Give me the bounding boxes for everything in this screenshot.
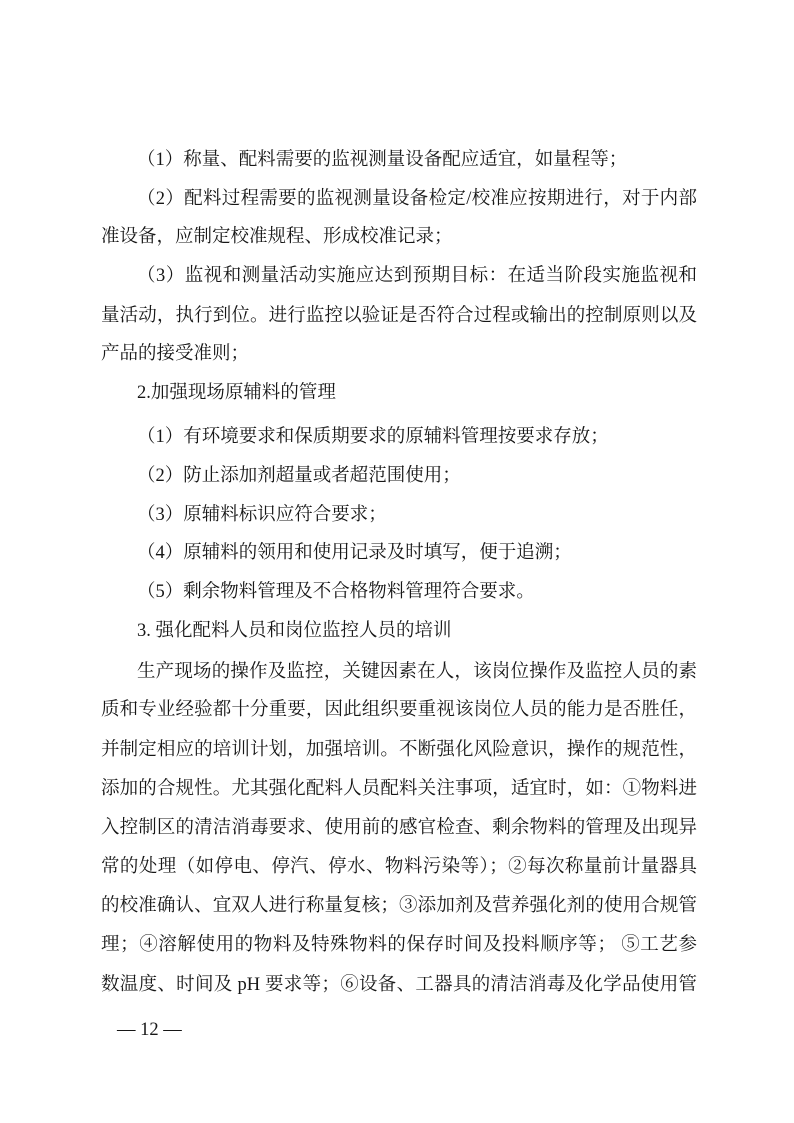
list-item-monitoring-3-cont: 量活动，执行到位。进行监控以验证是否符合过程或输出的控制原则以及 bbox=[101, 306, 697, 326]
list-item-materials-1: （1）有环境要求和保质期要求的原辅料管理按要求存放； bbox=[137, 427, 609, 447]
section-heading-materials: 2.加强现场原辅料的管理 bbox=[137, 383, 336, 403]
page-number: — 12 — bbox=[117, 1020, 182, 1040]
paragraph-line: 并制定相应的培训计划，加强培训。不断强化风险意识，操作的规范性， bbox=[101, 740, 697, 760]
paragraph-line: 数温度、时间及 pH 要求等；⑥设备、工器具的清洁消毒及化学品使用管 bbox=[101, 975, 697, 995]
paragraph-line: 生产现场的操作及监控，关键因素在人，该岗位操作及监控人员的素 bbox=[137, 662, 697, 682]
list-item-monitoring-1: （1）称量、配料需要的监视测量设备配应适宜，如量程等； bbox=[137, 150, 628, 170]
paragraph-line: 质和专业经验都十分重要，因此组织要重视该岗位人员的能力是否胜任， bbox=[101, 700, 697, 720]
list-item-materials-4: （4）原辅料的领用和使用记录及时填写，便于追溯； bbox=[137, 543, 572, 563]
paragraph-line: 添加的合规性。尤其强化配料人员配料关注事项，适宜时，如：①物料进 bbox=[101, 779, 697, 799]
section-heading-training: 3. 强化配料人员和岗位监控人员的培训 bbox=[137, 621, 452, 641]
list-item-materials-3: （3）原辅料标识应符合要求； bbox=[137, 505, 387, 525]
list-item-monitoring-3: （3）监视和测量活动实施应达到预期目标：在适当阶段实施监视和 bbox=[137, 266, 697, 286]
list-item-materials-2: （2）防止添加剂超量或者超范围使用； bbox=[137, 466, 461, 486]
list-item-materials-5: （5）剩余物料管理及不合格物料管理符合要求。 bbox=[137, 582, 535, 602]
list-item-monitoring-2-cont: 准设备，应制定校准规程、形成校准记录； bbox=[101, 227, 453, 247]
paragraph-line: 入控制区的清洁消毒要求、使用前的感官检查、剩余物料的管理及出现异 bbox=[101, 818, 697, 838]
paragraph-line: 理；④溶解使用的物料及特殊物料的保存时间及投料顺序等； ⑤工艺参 bbox=[101, 935, 697, 955]
paragraph-line: 的校准确认、宜双人进行称量复核；③添加剂及营养强化剂的使用合规管 bbox=[101, 896, 697, 916]
list-item-monitoring-2: （2）配料过程需要的监视测量设备检定/校准应按期进行，对于内部 bbox=[137, 189, 697, 209]
paragraph-line: 常的处理（如停电、停汽、停水、物料污染等）；②每次称量前计量器具 bbox=[101, 857, 697, 877]
list-item-monitoring-3-cont: 产品的接受准则； bbox=[101, 344, 250, 364]
